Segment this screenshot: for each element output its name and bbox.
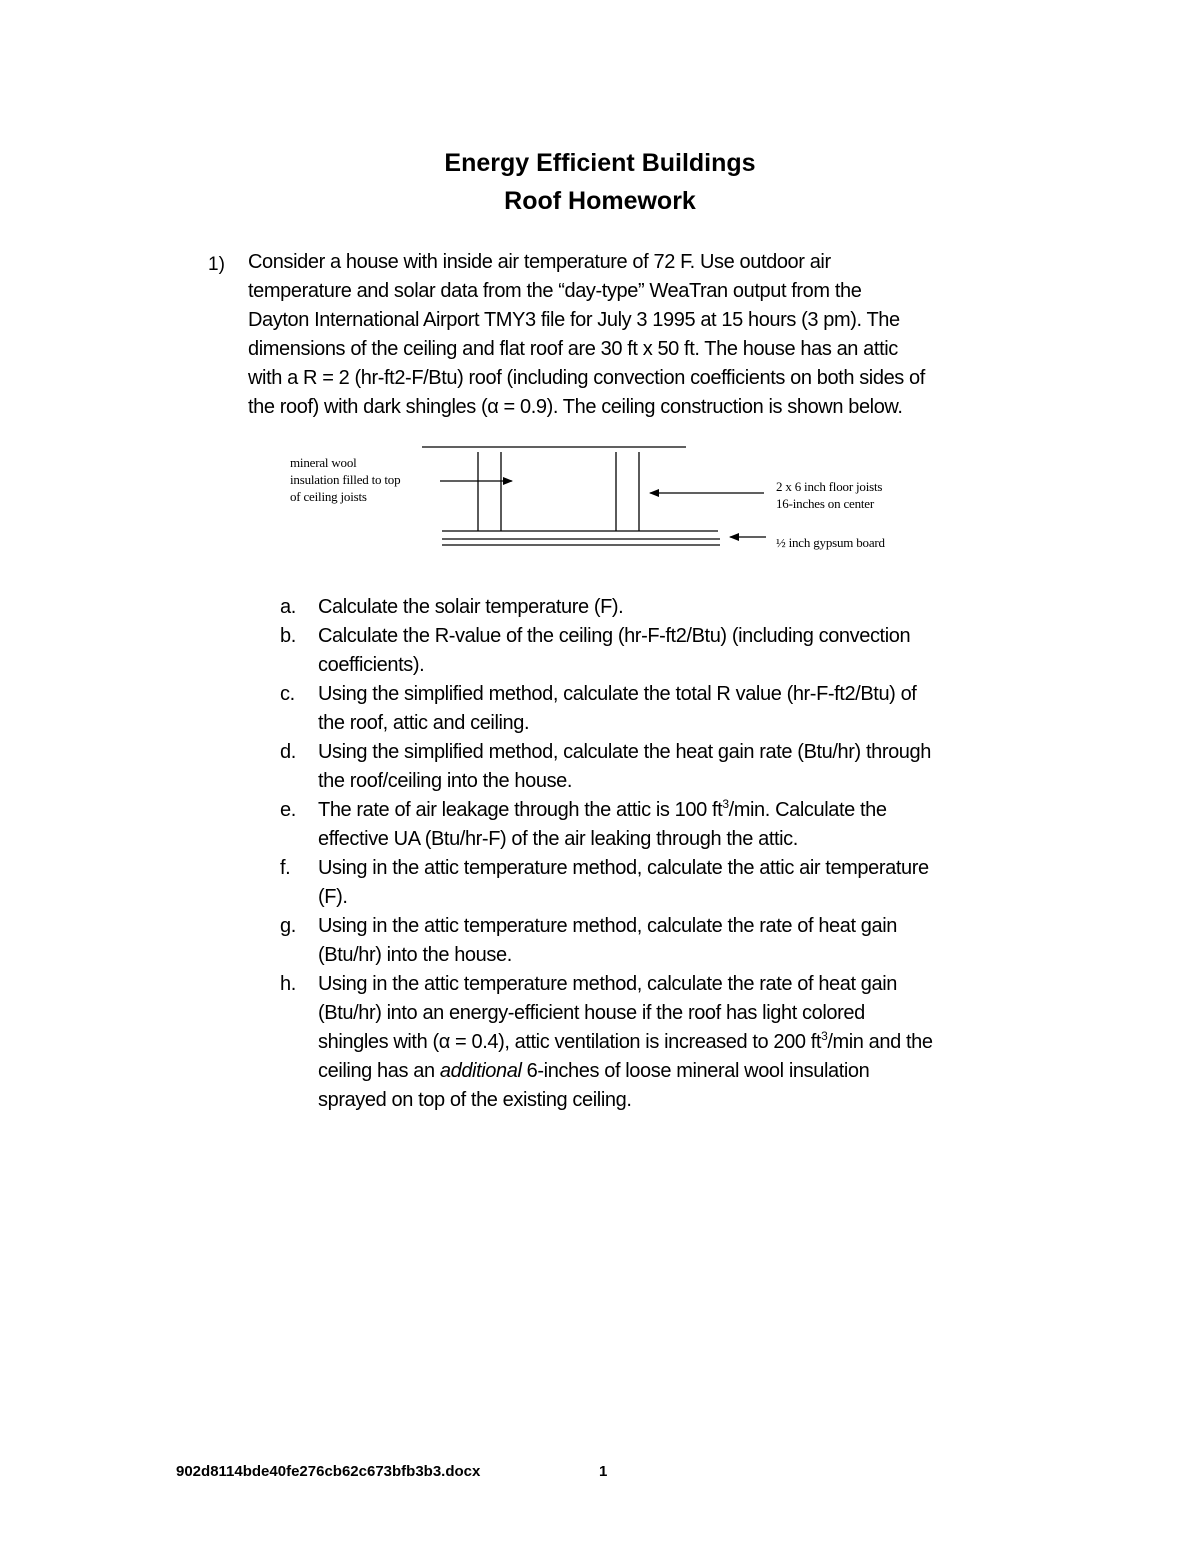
superscript: 3 (722, 797, 729, 811)
document-subtitle: Roof Homework (504, 187, 696, 215)
question-line: with a R = 2 (hr-ft2-F/Btu) roof (including convection coefficients on both sides of (248, 367, 925, 389)
sub-question-line: Using in the attic temperature method, calculate the rate of heat gain (318, 915, 898, 937)
sub-question-line (318, 1057, 1040, 1086)
text-run: /min and the (827, 1031, 933, 1053)
footer-page-number: 1 (599, 1463, 608, 1480)
sub-question-line: sprayed on top of the existing ceiling. (318, 1089, 632, 1111)
sub-question-a (280, 593, 1040, 622)
sub-question-line: Calculate the R-value of the ceiling (hr-F-ft2/Btu) (including convection (318, 625, 911, 647)
sub-question-letter: h. (280, 973, 296, 995)
superscript: 3 (821, 1029, 828, 1043)
sub-question-line: Using the simplified method, calculate the heat gain rate (Btu/hr) through (318, 741, 931, 763)
ceiling-construction-diagram (280, 438, 940, 568)
insulation-label-line: of ceiling joists (290, 489, 367, 504)
gypsum-label: ½ inch gypsum board (776, 535, 885, 550)
sub-question-h (280, 970, 1040, 1115)
sub-question-line: Calculate the solair temperature (F). (318, 596, 624, 618)
question-line: Consider a house with inside air temperature of 72 F. Use outdoor air (248, 251, 831, 273)
sub-question-b (280, 622, 1040, 680)
text-run: ceiling has an (318, 1060, 440, 1082)
sub-question-f (280, 854, 1040, 912)
sub-question-line: coefficients). (318, 654, 425, 676)
sub-question-letter: a. (280, 596, 296, 618)
sub-question-line (318, 796, 1040, 825)
text-run: /min. Calculate the (728, 799, 887, 821)
joists-label-line: 2 x 6 inch floor joists (776, 479, 883, 494)
sub-question-line: effective UA (Btu/hr-F) of the air leaking through the attic. (318, 828, 798, 850)
sub-question-line: (Btu/hr) into an energy-efficient house if the roof has light colored (318, 1002, 865, 1024)
sub-question-line: Using in the attic temperature method, calculate the rate of heat gain (318, 973, 898, 995)
insulation-label-line: insulation filled to top (290, 472, 401, 487)
sub-question-g (280, 912, 1040, 970)
joists-label (776, 478, 882, 512)
question-line: Dayton International Airport TMY3 file for July 3 1995 at 15 hours (3 pm). The (248, 309, 900, 331)
question-number: 1) (208, 254, 225, 275)
sub-question-letter: e. (280, 799, 296, 821)
insulation-label-line: mineral wool (290, 455, 357, 470)
joists-label-line: 16-inches on center (776, 496, 874, 511)
sub-question-letter: g. (280, 915, 296, 937)
sub-question-line: (F). (318, 886, 348, 908)
text-run: 6-inches of loose mineral wool insulation (521, 1060, 870, 1082)
insulation-label (290, 454, 400, 505)
question-text (248, 248, 1048, 422)
sub-question-letter: f. (280, 857, 291, 879)
sub-question-line (318, 1028, 1040, 1057)
emphasis-text: additional (439, 1060, 522, 1082)
text-run: The rate of air leakage through the attic is 100 ft (318, 799, 723, 821)
sub-question-c (280, 680, 1040, 738)
sub-question-line: the roof/ceiling into the house. (318, 770, 573, 792)
footer-filename: 902d8114bde40fe276cb62c673bfb3b3.docx (176, 1463, 481, 1480)
question-line: temperature and solar data from the “day-type” WeaTran output from the (248, 280, 862, 302)
document-title: Energy Efficient Buildings (444, 149, 756, 177)
sub-question-line: Using in the attic temperature method, calculate the attic air temperature (318, 857, 929, 879)
sub-question-letter: c. (280, 683, 295, 705)
sub-question-e (280, 796, 1040, 854)
sub-question-line: the roof, attic and ceiling. (318, 712, 530, 734)
sub-question-list (280, 593, 1040, 1115)
sub-question-letter: b. (280, 625, 296, 647)
sub-question-letter: d. (280, 741, 296, 763)
text-run: shingles with (α = 0.4), attic ventilation is increased to 200 ft (318, 1031, 822, 1053)
question-line: the roof) with dark shingles (α = 0.9). The ceiling construction is shown below. (248, 396, 903, 418)
sub-question-d (280, 738, 1040, 796)
sub-question-line: (Btu/hr) into the house. (318, 944, 512, 966)
sub-question-line: Using the simplified method, calculate the total R value (hr-F-ft2/Btu) of (318, 683, 917, 705)
question-line: dimensions of the ceiling and flat roof are 30 ft x 50 ft. The house has an attic (248, 338, 898, 360)
